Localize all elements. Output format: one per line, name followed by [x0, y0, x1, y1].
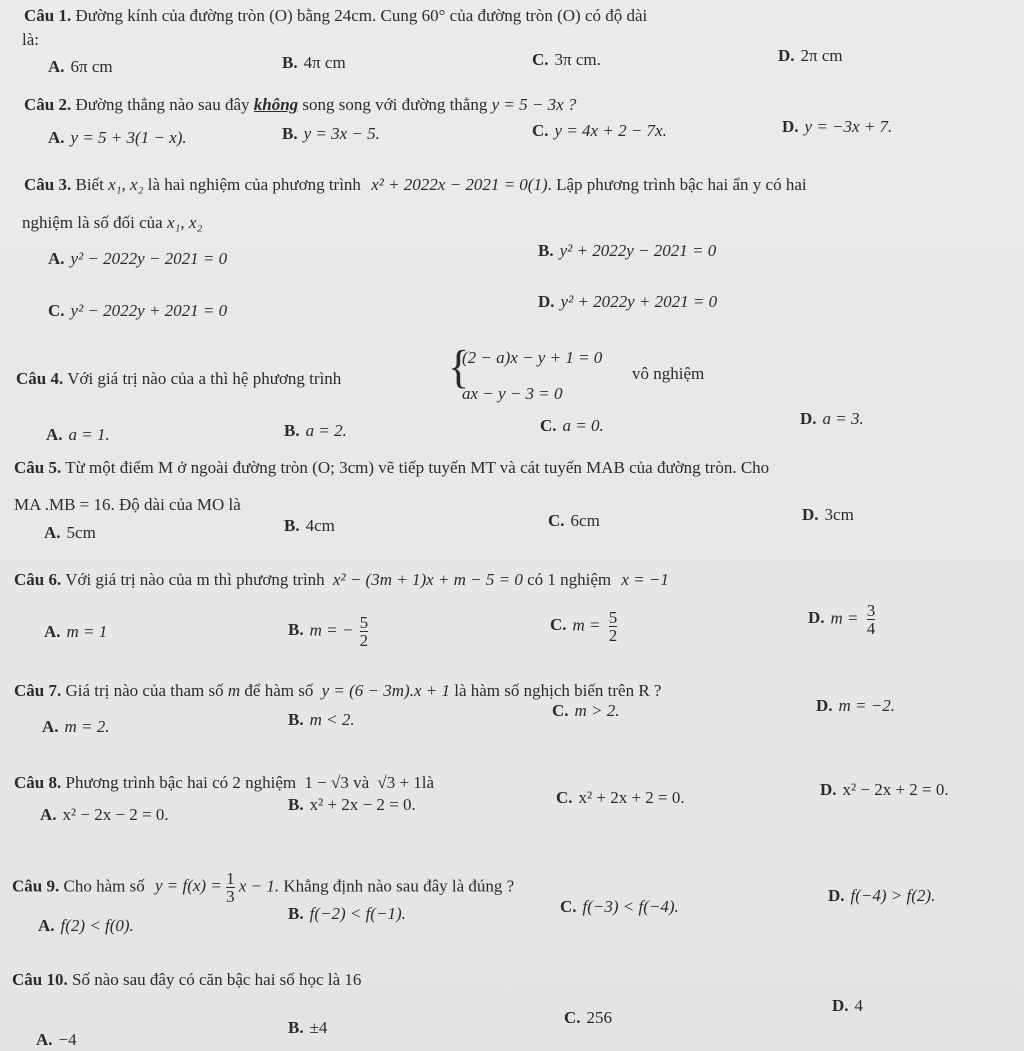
q7-stem: Câu 7. Giá trị nào của tham số m để hàm số y = (6 − 3m).x + 1 là hàm số nghịch biến trên R ? — [14, 681, 662, 700]
q8-option-a: A. x² − 2x − 2 = 0. — [40, 805, 169, 824]
q1-option-a: A. 6π cm — [48, 57, 113, 76]
q7-option-c: C. m > 2. — [552, 701, 620, 720]
q1-option-b: B. 4π cm — [282, 53, 346, 72]
q3-option-c: C. y² − 2022y + 2021 = 0 — [48, 301, 228, 320]
q5-option-a: A. 5cm — [44, 523, 96, 542]
system-brace-icon: { — [448, 341, 470, 394]
q3-stem: Câu 3. Biết x₁, x₂ là hai nghiệm của phương trình x² + 2022x − 2021 = 0(1). Lập phương trình bậc hai ẩn y có hai — [24, 175, 807, 194]
q1-stem-cont: là: — [22, 30, 39, 49]
q10-stem: Câu 10. Số nào sau đây có căn bậc hai số học là 16 — [12, 970, 362, 989]
q7-option-b: B. m < 2. — [288, 710, 355, 729]
q6-option-d: D. m = $\frac{3}{4}$ — [808, 601, 876, 638]
q4-stem-end: vô nghiệm — [632, 364, 705, 383]
q2-option-c: C. y = 4x + 2 − 7x. — [532, 121, 667, 140]
q1-stem: Câu 1. Đường kính của đường tròn (O) bằng 24cm. Cung 60° của đường tròn (O) có độ dài — [24, 6, 648, 25]
q8-stem: Câu 8. Phương trình bậc hai có 2 nghiệm 1 − √3 và √3 + 1là — [14, 773, 435, 792]
q10-option-b: B. ±4 — [288, 1018, 328, 1037]
q4-system-eq1: (2 − a)x − y + 1 = 0 — [462, 348, 603, 367]
q9-stem: Câu 9. Cho hàm số y = f(x) = $\frac{1}{3}$ x − 1. Khẳng định nào sau đây là đúng ? — [12, 869, 515, 906]
q2-option-a: A. y = 5 + 3(1 − x). — [48, 128, 187, 147]
q4-option-a: A. a = 1. — [46, 425, 110, 444]
q4-option-d: D. a = 3. — [800, 409, 864, 428]
q3-option-d: D. y² + 2022y + 2021 = 0 — [538, 292, 718, 311]
q2-stem: Câu 2. Đường thẳng nào sau đây không song song với đường thẳng y = 5 − 3x ? — [24, 95, 577, 114]
q10-option-c: C. 256 — [564, 1008, 613, 1027]
q10-option-d: D. 4 — [832, 996, 864, 1015]
q4-option-b: B. a = 2. — [284, 421, 347, 440]
q10-option-a: A. −4 — [36, 1030, 77, 1049]
q3-option-a: A. y² − 2022y − 2021 = 0 — [48, 249, 228, 268]
q5-stem: Câu 5. Từ một điểm M ở ngoài đường tròn (O; 3cm) vẽ tiếp tuyến MT và cát tuyến MAB của đường tròn. Cho — [14, 458, 770, 477]
q9-option-d: D. f(−4) > f(2). — [828, 886, 936, 905]
q4-option-c: C. a = 0. — [540, 416, 604, 435]
q8-option-b: B. x² + 2x − 2 = 0. — [288, 795, 416, 814]
q9-option-c: C. f(−3) < f(−4). — [560, 897, 679, 916]
q4-stem: Câu 4. Với giá trị nào của a thì hệ phương trình — [16, 369, 342, 388]
q5-stem-cont: MA .MB = 16. Độ dài của MO là — [14, 495, 241, 514]
q9-option-b: B. f(−2) < f(−1). — [288, 904, 406, 923]
q2-option-b: B. y = 3x − 5. — [282, 124, 380, 143]
q6-stem: Câu 6. Với giá trị nào của m thì phương trình x² − (3m + 1)x + m − 5 = 0 có 1 nghiệm x = −1 — [14, 570, 669, 589]
q4-system-eq2: ax − y − 3 = 0 — [462, 384, 563, 403]
q8-option-d: D. x² − 2x + 2 = 0. — [820, 780, 949, 799]
q7-option-d: D. m = −2. — [816, 696, 896, 715]
q2-option-d: D. y = −3x + 7. — [782, 117, 893, 136]
q5-option-b: B. 4cm — [284, 516, 335, 535]
q6-option-b: B. m = − $\frac{5}{2}$ — [288, 613, 369, 650]
q5-option-c: C. 6cm — [548, 511, 600, 530]
q5-option-d: D. 3cm — [802, 505, 854, 524]
q8-option-c: C. x² + 2x + 2 = 0. — [556, 788, 685, 807]
q3-stem-cont: nghiệm là số đối của x₁, x₂ — [22, 213, 203, 232]
q6-option-a: A. m = 1 — [44, 622, 108, 641]
q6-option-c: C. m = $\frac{5}{2}$ — [550, 608, 618, 645]
q9-option-a: A. f(2) < f(0). — [38, 916, 134, 935]
q3-option-b: B. y² + 2022y − 2021 = 0 — [538, 241, 717, 260]
q1-option-d: D. 2π cm — [778, 46, 843, 65]
q1-option-c: C. 3π cm. — [532, 50, 601, 69]
q7-option-a: A. m = 2. — [42, 717, 110, 736]
